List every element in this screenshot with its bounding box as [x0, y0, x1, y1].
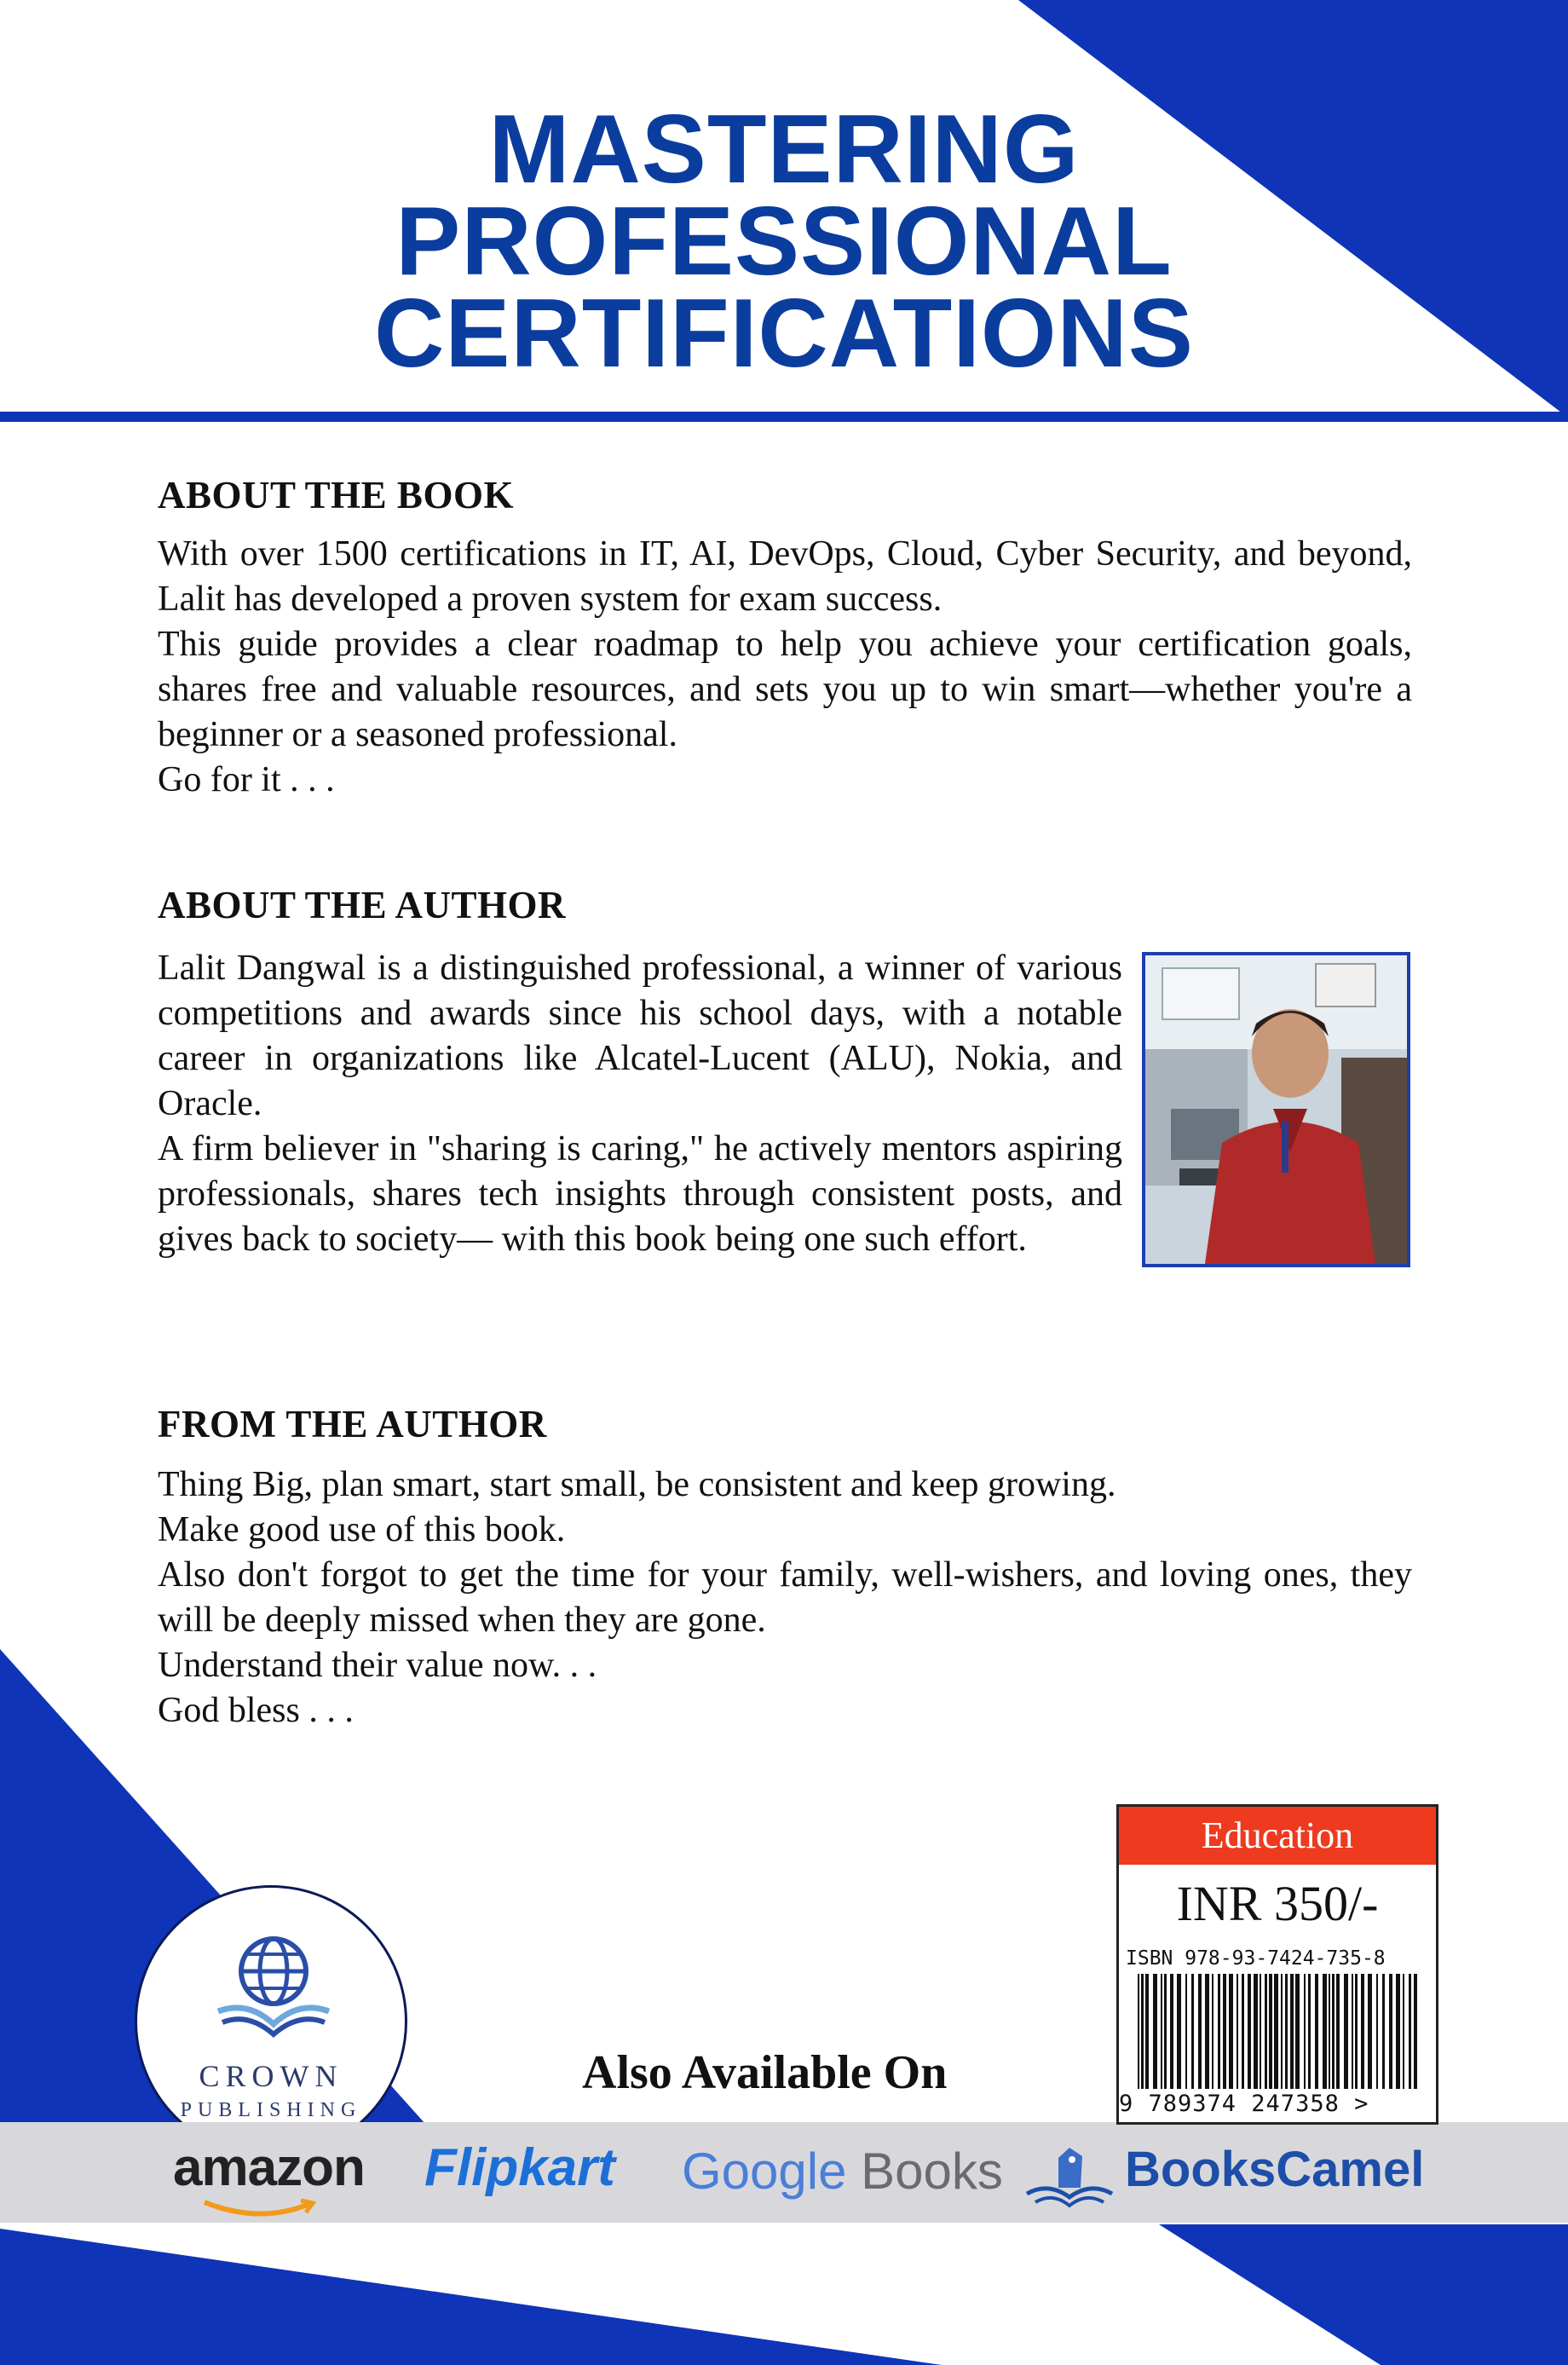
barcode-bar — [1315, 1974, 1318, 2089]
about-author-paragraph: A firm believer in "sharing is caring," he actively mentors aspiring professionals, shares tech insights through consistent posts, and gives back to society— with this book being one such effort. — [158, 1129, 1122, 1259]
barcode-bar — [1170, 1974, 1173, 2089]
barcode-bar — [1329, 1974, 1330, 2089]
barcode-bar — [1361, 1974, 1364, 2089]
from-author-paragraph: Thing Big, plan smart, start small, be consistent and keep growing. — [158, 1465, 1116, 1504]
about-book-heading: ABOUT THE BOOK — [158, 474, 514, 516]
book-title — [0, 95, 1568, 388]
amazon-smile-icon — [200, 2197, 320, 2221]
barcode-bar — [1229, 1974, 1233, 2089]
barcode-bar — [1212, 1974, 1213, 2089]
from-author-paragraph: God bless . . . — [158, 1691, 354, 1730]
barcode-bar — [1290, 1974, 1294, 2089]
barcode-bar — [1336, 1974, 1340, 2089]
barcode-bar — [1274, 1974, 1278, 2089]
isbn-label: ISBN 978-93-7424-735-8 — [1126, 1947, 1386, 1970]
barcode-bar — [1254, 1974, 1258, 2089]
about-author-heading: ABOUT THE AUTHOR — [158, 884, 566, 926]
also-available-label: Also Available On — [582, 2046, 948, 2099]
price-label: INR 350/- — [1176, 1876, 1379, 1931]
title-line-3: CERTIFICATIONS — [374, 280, 1194, 388]
barcode-bar — [1389, 1974, 1392, 2089]
from-author-heading: FROM THE AUTHOR — [158, 1403, 547, 1445]
price-barcode-box — [1116, 1804, 1438, 2125]
globe-book-icon — [210, 1930, 337, 2050]
publisher-subtitle: PUBLISHING — [180, 2099, 362, 2121]
bookscamel-logo: BooksCamel — [1125, 2142, 1425, 2197]
barcode-bar — [1185, 1974, 1187, 2089]
title-line-2: PROFESSIONAL — [395, 187, 1173, 296]
category-label: Education — [1119, 1807, 1436, 1865]
from-author-text — [158, 1462, 1412, 1733]
barcode-bar — [1396, 1974, 1400, 2089]
barcode-bar — [1409, 1974, 1411, 2089]
barcode-bar — [1352, 1974, 1353, 2089]
barcode-bar — [1198, 1974, 1202, 2089]
publisher-logo — [135, 1885, 407, 2158]
google-books-logo — [682, 2142, 1003, 2201]
barcode-bar — [1153, 1974, 1157, 2089]
from-author-paragraph: Understand their value now. . . — [158, 1646, 597, 1685]
title-line-1: MASTERING — [488, 95, 1080, 204]
barcode-bar — [1281, 1974, 1283, 2089]
about-author-paragraph: Lalit Dangwal is a distinguished professional, a winner of various competitions and awards since his school days, with a notable career in organizations like Alcatel-Lucent (ALU), Nokia, and Oracle. — [158, 949, 1122, 1123]
amazon-logo: amazon — [173, 2138, 365, 2197]
barcode-bar — [1138, 1974, 1139, 2089]
barcode-bar — [1403, 1974, 1404, 2089]
from-author-paragraph: Also don't forgot to get the time for your family, well-wishers, and loving ones, they will be deeply missed when they are gone. — [158, 1555, 1412, 1640]
from-author-paragraph: Make good use of this book. — [158, 1510, 566, 1549]
barcode-bar — [1265, 1974, 1267, 2089]
books-wordmark: Books — [861, 2143, 1003, 2200]
barcode-bar — [1237, 1974, 1238, 2089]
barcode-bar — [1382, 1974, 1385, 2089]
barcode-bar — [1223, 1974, 1226, 2089]
barcode-bar — [1205, 1974, 1209, 2089]
barcode — [1129, 1974, 1427, 2089]
barcode-bar — [1164, 1974, 1167, 2089]
barcode-bar — [1269, 1974, 1272, 2089]
bookscamel-icon — [1023, 2141, 1116, 2209]
barcode-bar — [1304, 1974, 1306, 2089]
barcode-bar — [1242, 1974, 1244, 2089]
barcode-bar — [1177, 1974, 1181, 2089]
barcode-bar — [1376, 1974, 1378, 2089]
about-book-paragraph: With over 1500 certifications in IT, AI, DevOps, Cloud, Cyber Security, and beyond, Lalit has developed a proven system for exam success. — [158, 534, 1412, 619]
barcode-bar — [1355, 1974, 1358, 2089]
barcode-bar — [1368, 1974, 1372, 2089]
publisher-name: CROWN — [199, 2059, 343, 2093]
barcode-bar — [1295, 1974, 1300, 2089]
barcode-bar — [1141, 1974, 1144, 2089]
barcode-bar — [1218, 1974, 1220, 2089]
about-book-text — [158, 532, 1412, 803]
barcode-bar — [1414, 1974, 1417, 2089]
barcode-bar — [1332, 1974, 1335, 2089]
barcode-bar — [1191, 1974, 1194, 2089]
about-book-paragraph: Go for it . . . — [158, 760, 335, 799]
about-book-paragraph: This guide provides a clear roadmap to help you achieve your certification goals, shares free and valuable resources, and sets you up to win smart—whether you're a beginner or a seasoned professional. — [158, 625, 1412, 754]
barcode-digits: 9 789374 247358 > — [1119, 2091, 1369, 2117]
barcode-bar — [1161, 1974, 1162, 2089]
barcode-bar — [1260, 1974, 1261, 2089]
flipkart-logo: Flipkart — [424, 2138, 615, 2197]
barcode-bar — [1248, 1974, 1251, 2089]
barcode-bar — [1285, 1974, 1288, 2089]
about-author-text — [158, 946, 1122, 1262]
author-photo — [1142, 952, 1410, 1267]
barcode-bar — [1308, 1974, 1311, 2089]
barcode-bar — [1323, 1974, 1327, 2089]
barcode-bar — [1145, 1974, 1149, 2089]
google-wordmark: Google — [682, 2143, 847, 2200]
barcode-bar — [1344, 1974, 1348, 2089]
